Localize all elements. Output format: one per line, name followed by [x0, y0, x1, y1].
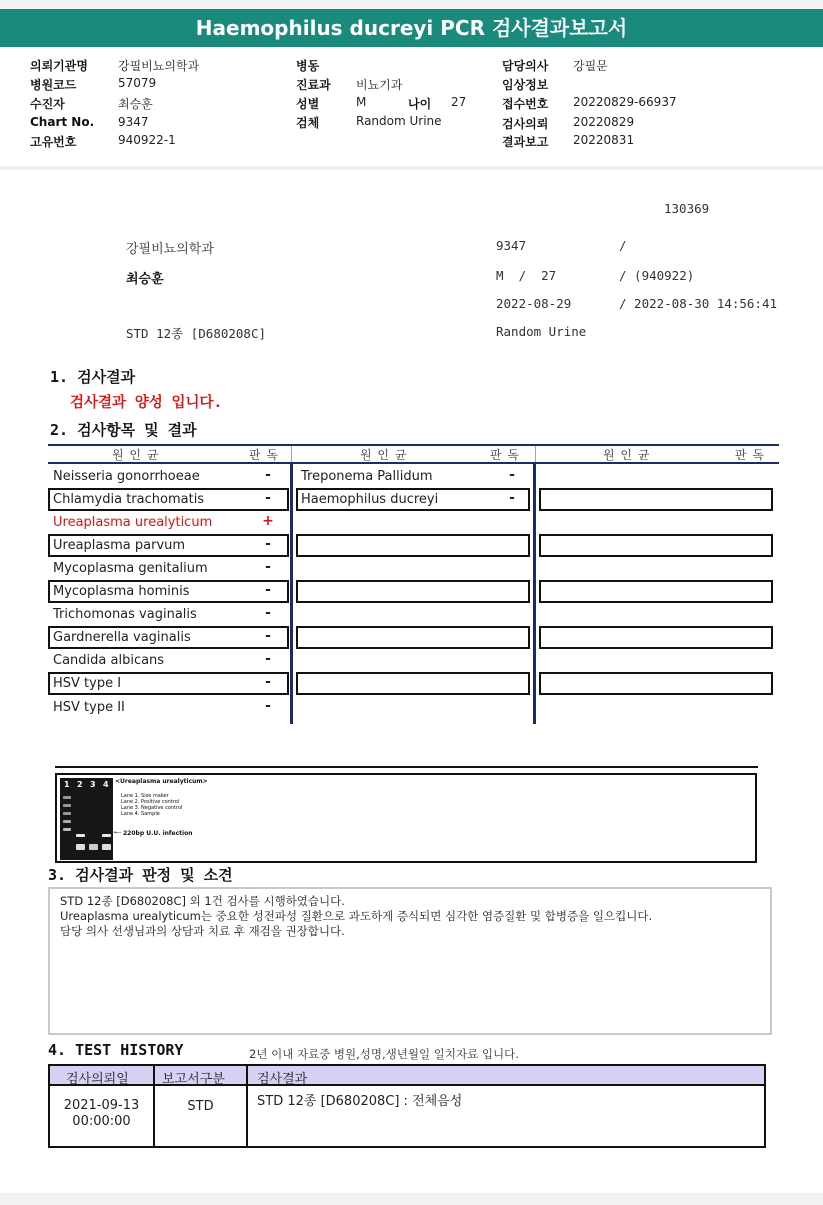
gel-legend-item: Lane 1. Size maker	[121, 793, 169, 799]
pathogen-verdict: -	[265, 674, 271, 690]
patient-value: 최승훈	[118, 97, 153, 111]
empty-row-box	[296, 672, 530, 695]
receipt-no-label: 접수번호	[502, 97, 549, 111]
opinion-line: STD 12종 [D680208C] 외 1건 검사를 시행하였습니다.	[60, 894, 345, 908]
age-value: 27	[451, 95, 467, 109]
header-divider	[0, 166, 823, 170]
summary-test-name: STD 12종 [D680208C]	[126, 326, 267, 341]
report-label: 결과보고	[502, 135, 549, 149]
sex-value: M	[356, 95, 367, 109]
summary-slash: /	[619, 238, 627, 253]
pathogen-verdict: -	[265, 559, 271, 575]
lane-number: 4	[103, 780, 109, 789]
history-type: STD	[187, 1099, 214, 1114]
empty-row-box	[296, 534, 530, 557]
marker-band	[63, 804, 71, 807]
report-value: 20220831	[573, 133, 635, 147]
history-table	[48, 1064, 766, 1148]
specimen-value: Random Urine	[356, 114, 442, 128]
empty-row-box	[539, 626, 773, 649]
history-header-row	[50, 1066, 764, 1086]
pathogen-verdict: -	[265, 628, 271, 644]
sample-band	[102, 834, 111, 837]
request-value: 20220829	[573, 115, 635, 129]
opinion-line: 담당 의사 선생님과의 상담과 치료 후 재검을 권장합니다.	[60, 924, 345, 938]
pathogen-name: HSV type II	[53, 700, 125, 715]
opinion-box	[48, 887, 772, 1035]
lane-number: 1	[64, 780, 70, 789]
empty-row-box	[539, 534, 773, 557]
result-statement: 검사결과 양성 입니다.	[70, 395, 223, 411]
history-date: 2021-09-13	[63, 1098, 140, 1113]
top-margin-bar	[0, 0, 823, 8]
summary-sex-age: M / 27	[496, 268, 557, 283]
opinion-line: Ureaplasma urealyticum는 중요한 성전파성 질환으로 과도하게 증식되면 심각한 염증질환 및 합병증을 일으킵니다.	[60, 909, 653, 923]
pathogen-name: Trichomonas vaginalis	[53, 607, 197, 622]
header-divider-2	[535, 446, 536, 462]
gel-top-rule	[55, 766, 758, 768]
empty-row-box	[539, 672, 773, 695]
marker-band	[63, 828, 71, 831]
gel-electrophoresis-panel	[55, 773, 757, 863]
summary-report-datetime: / 2022-08-30 14:56:41	[619, 296, 778, 311]
header-divider-1	[291, 446, 292, 462]
primer-band	[89, 844, 98, 850]
doctor-value: 강필문	[573, 59, 608, 73]
hospital-code-value: 57079	[118, 76, 157, 90]
patient-label: 수진자	[30, 97, 65, 111]
age-label: 나이	[408, 97, 432, 111]
pathogen-name-positive: Ureaplasma urealyticum	[53, 515, 213, 530]
pathogen-verdict: -	[265, 490, 271, 506]
pathogen-name: Mycoplasma hominis	[53, 584, 190, 599]
pathogen-name: Ureaplasma parvum	[53, 538, 186, 553]
lane-number: 3	[90, 780, 96, 789]
pathogen-verdict-positive: +	[262, 513, 274, 529]
gel-band-label: 220bp U.U. infection	[123, 830, 193, 837]
chart-no-label: Chart No.	[30, 115, 95, 129]
ward-label: 병동	[296, 59, 320, 73]
marker-band	[63, 820, 71, 823]
pathogen-name: Haemophilus ducreyi	[301, 492, 439, 507]
history-time: 00:00:00	[72, 1114, 131, 1129]
pathogen-name: Treponema Pallidum	[301, 469, 433, 484]
marker-band	[63, 812, 71, 815]
column-divider-1	[290, 464, 293, 724]
history-result: STD 12종 [D680208C] : 전체음성	[257, 1094, 463, 1109]
report-title: Haemophilus ducreyi PCR 검사결과보고서	[0, 9, 823, 47]
empty-row-box	[539, 488, 773, 511]
doctor-label: 담당의사	[502, 59, 549, 73]
col2-pathogen-header: 원 인 균	[360, 448, 408, 462]
pathogen-name: Candida albicans	[53, 653, 165, 668]
report-number: 130369	[664, 201, 710, 216]
pathogen-verdict: -	[265, 536, 271, 552]
pathogen-verdict: -	[265, 698, 271, 714]
pathogen-name: Chlamydia trachomatis	[53, 492, 205, 507]
gel-legend-item: Lane 3. Negative control	[121, 805, 183, 811]
pathogen-name: HSV type I	[53, 676, 122, 691]
pathogen-verdict: -	[265, 582, 271, 598]
section-4-title: 4. TEST HISTORY	[48, 1041, 184, 1059]
history-col-divider	[246, 1066, 248, 1146]
section-2-title: 2. 검사항목 및 결과	[50, 421, 197, 439]
hospital-code-label: 병원코드	[30, 78, 77, 92]
department-value: 비뇨기과	[356, 78, 403, 92]
lane-number: 2	[77, 780, 83, 789]
gel-image	[60, 778, 113, 860]
pathogen-verdict: -	[509, 467, 515, 483]
history-note: 2년 이내 자료중 병원,성명,생년월일 일치자료 입니다.	[249, 1047, 519, 1061]
arrow-icon: ←-	[114, 829, 122, 836]
col1-verdict-header: 판 독	[249, 448, 279, 462]
gel-legend-item: Lane 2. Positive control	[121, 799, 180, 805]
section-3-title: 3. 검사결과 판정 및 소견	[48, 866, 233, 884]
summary-patient: 최승훈	[126, 272, 164, 287]
pathogen-name: Neisseria gonorrhoeae	[53, 469, 200, 484]
history-header-type: 보고서구분	[162, 1072, 225, 1087]
summary-specimen: Random Urine	[496, 324, 587, 339]
empty-row-box	[296, 580, 530, 603]
requester-label: 의뢰기관명	[30, 59, 88, 73]
positive-control-band	[76, 834, 85, 837]
primer-band	[76, 844, 85, 850]
pathogen-verdict: -	[265, 651, 271, 667]
specimen-label: 검체	[296, 116, 320, 130]
summary-chart: 9347	[496, 238, 527, 253]
col1-pathogen-header: 원 인 균	[112, 448, 160, 462]
empty-row-box	[539, 580, 773, 603]
unique-no-value: 940922-1	[118, 133, 176, 147]
col2-verdict-header: 판 독	[490, 448, 520, 462]
column-divider-2	[533, 464, 536, 724]
summary-birth: / (940922)	[619, 268, 695, 283]
department-label: 진료과	[296, 78, 331, 92]
pathogen-name: Gardnerella vaginalis	[53, 630, 191, 645]
pathogen-verdict: -	[509, 490, 515, 506]
gel-legend-item: Lane 4. Sample	[121, 811, 160, 817]
unique-no-label: 고유번호	[30, 135, 77, 149]
pathogen-verdict: -	[265, 605, 271, 621]
bottom-margin-bar	[0, 1193, 823, 1205]
col3-pathogen-header: 원 인 균	[603, 448, 651, 462]
marker-band	[63, 796, 71, 799]
pathogen-name: Mycoplasma genitalium	[53, 561, 208, 576]
chart-no-value: 9347	[118, 115, 149, 129]
requester-value: 강필비뇨의학과	[118, 59, 200, 73]
history-header-result: 검사결과	[257, 1072, 308, 1087]
pathogen-verdict: -	[265, 467, 271, 483]
receipt-no-value: 20220829-66937	[573, 95, 677, 109]
sex-label: 성별	[296, 97, 320, 111]
history-header-date: 검사의뢰일	[66, 1072, 129, 1087]
primer-band	[102, 844, 111, 850]
summary-request-date: 2022-08-29	[496, 296, 572, 311]
clinical-info-label: 임상정보	[502, 78, 549, 92]
empty-row-box	[296, 626, 530, 649]
request-label: 검사의뢰	[502, 117, 549, 131]
section-1-title: 1. 검사결과	[50, 368, 136, 386]
summary-hospital: 강필비뇨의학과	[126, 242, 214, 257]
gel-title: <Ureaplasma urealyticum>	[115, 778, 208, 785]
col3-verdict-header: 판 독	[735, 448, 765, 462]
